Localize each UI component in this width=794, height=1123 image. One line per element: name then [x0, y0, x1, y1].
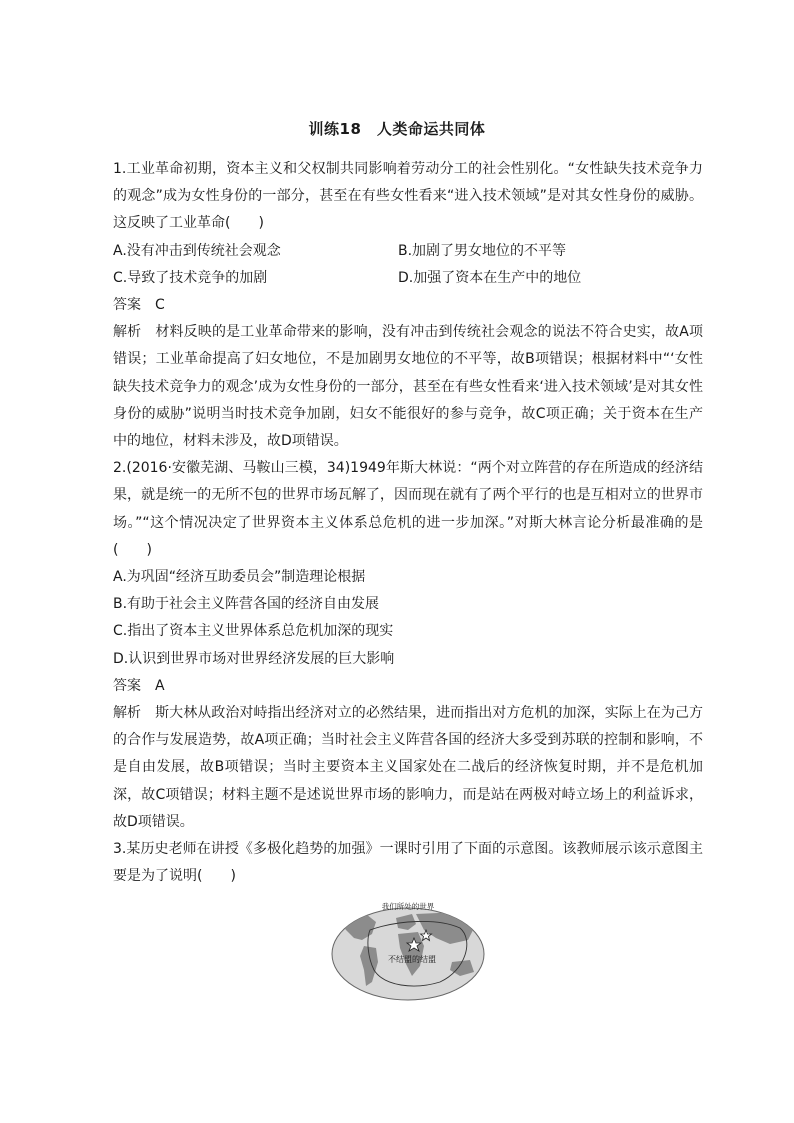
q2-option-b: B.有助于社会主义阵营各国的经济自由发展: [113, 596, 380, 613]
q2-explanation-label: 解析: [113, 705, 142, 722]
world-map-figure: [328, 900, 488, 1004]
map-label: 不结盟的结盟: [388, 955, 436, 965]
q1-answer-line: [113, 292, 703, 319]
q2-answer: A: [155, 677, 165, 694]
q2-answer-label: 答案: [113, 677, 141, 694]
map-title: 我们所处的世界: [381, 902, 435, 912]
q2-option-a: A.为巩固“经济互助委员会”制造理论根据: [113, 569, 366, 586]
q2-explanation: 斯大林从政治对峙指出经济对立的必然结果，进而指出对方危机的加深，实际上在为己方的合作与发展造势，故A项正确；当时社会主义阵营各国的经济大多受到苏联的控制和影响，不是自由发展，故B项错误；当时主要资本主义国家处在二战后的经济恢复时期，并不是危机加深，故C项错误；材料主题不是述说世界市场的影响力，而是站在两极对峙立场上的利益诉求，故D项错误。: [113, 705, 704, 830]
q1-options: [113, 238, 703, 292]
q1-option-a: A.没有冲击到传统社会观念: [113, 242, 281, 259]
q1-explanation-label: 解析: [113, 324, 142, 341]
q2-option-d: D.认识到世界市场对世界经济发展的巨大影响: [113, 650, 395, 667]
q2-answer-line: [113, 673, 703, 700]
content: [113, 156, 703, 1004]
q3-figure: [113, 900, 703, 1004]
q2-option-c: C.指出了资本主义世界体系总危机加深的现实: [113, 623, 394, 640]
q1-stem: 1.工业革命初期，资本主义和父权制共同影响着劳动分工的社会性别化。“女性缺失技术竞争力的观念”成为女性身份的一部分，甚至在有些女性看来“进入技术领域”是对其女性身份的威胁。这反映了工业革命( ): [113, 161, 703, 232]
q1-explanation: 材料反映的是工业革命带来的影响，没有冲击到传统社会观念的说法不符合史实，故A项错误；工业革命提高了妇女地位，不是加剧男女地位的不平等，故B项错误；根据材料中“‘女性缺失技术竞争力的观念’成为女性身份的一部分，甚至在有些女性看来‘进入技术领域’是对其女性身份的威胁”说明当时技术竞争加剧，妇女不能很好的参与竞争，故C项正确；关于资本在生产中的地位，材料未涉及，故D项错误。: [113, 324, 704, 450]
q1-option-d: D.加强了资本在生产中的地位: [398, 269, 582, 286]
q2-explanation-line: [113, 700, 703, 836]
q3-stem: 3.某历史老师在讲授《多极化趋势的加强》一课时引用了下面的示意图。该教师展示该示意图主要是为了说明( ): [113, 841, 703, 885]
q1-option-c: C.导致了技术竞争的加剧: [113, 269, 268, 286]
q1-answer: C: [155, 297, 165, 314]
q1-answer-label: 答案: [113, 297, 141, 314]
q2-stem: 2.(2016·安徽芜湖、马鞍山三模，34)1949年斯大林说：“两个对立阵营的存在所造成的经济结果，就是统一的无所不包的世界市场瓦解了，因而现在就有了两个平行的也是互相对立的世界市场。”“这个情况决定了世界资本主义体系总危机的进一步加深。”对斯大林言论分析最准确的是( ): [113, 460, 703, 558]
q2-options: [113, 564, 703, 673]
q1-option-b: B.加剧了男女地位的不平等: [398, 242, 567, 259]
q1-explanation-line: [113, 319, 703, 455]
page-title: 训练18 人类命运共同体: [308, 120, 486, 138]
